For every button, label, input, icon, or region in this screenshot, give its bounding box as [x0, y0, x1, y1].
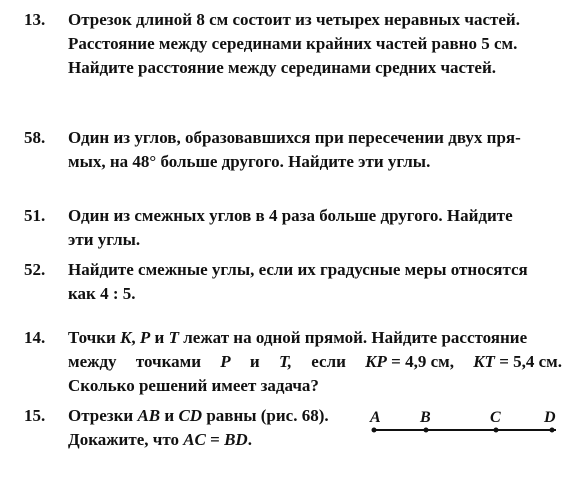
point-a	[372, 428, 377, 433]
point-label-a: A	[370, 409, 381, 426]
problem-58	[24, 126, 562, 174]
problem-number: 15.	[24, 406, 46, 425]
point-c	[494, 428, 499, 433]
problem-text-line: между точками P и T, если KP = 4,9 см, KT = 5,4 см.	[68, 352, 562, 371]
problem-text-line: Точки K, P и T лежат на одной прямой. Найдите расстояние	[68, 328, 528, 347]
problem-text-line: эти углы.	[68, 230, 141, 249]
problem-text-line: Отрезки AB и CD равны (рис. 68).	[68, 406, 329, 425]
problem-text-line: Найдите расстояние между серединами средних частей.	[68, 58, 497, 77]
problem-number: 14.	[24, 328, 46, 347]
problem-text-line: Расстояние между серединами крайних частей равно 5 см.	[68, 34, 518, 53]
problem-text-line: Докажите, что AC = BD.	[68, 430, 252, 449]
problem-text-line: как 4 : 5.	[68, 284, 136, 303]
problem-text-line: Один из углов, образовавшихся при пересечении двух пря-	[68, 128, 521, 147]
problem-52	[24, 258, 562, 306]
problem-14	[24, 326, 562, 398]
point-label-b: B	[420, 409, 431, 426]
problem-number: 58.	[24, 128, 46, 147]
problem-text-line: Отрезок длиной 8 см состоит из четырех неравных частей.	[68, 10, 520, 29]
problem-number: 13.	[24, 10, 46, 29]
problem-51	[24, 204, 562, 252]
point-label-d: D	[544, 409, 556, 426]
problem-text-line: Найдите смежные углы, если их градусные меры относятся	[68, 260, 528, 279]
point-label-c: C	[490, 409, 501, 426]
point-d	[550, 428, 555, 433]
problem-number: 52.	[24, 260, 46, 279]
problem-number: 51.	[24, 206, 46, 225]
problem-text-line: мых, на 48° больше другого. Найдите эти углы.	[68, 152, 431, 171]
segment-diagram	[368, 404, 564, 452]
problem-text-line: Один из смежных углов в 4 раза больше другого. Найдите	[68, 206, 513, 225]
point-b	[424, 428, 429, 433]
segment-figure	[368, 404, 564, 452]
problem-text-line: Сколько решений имеет задача?	[68, 376, 319, 395]
problem-13	[24, 8, 562, 80]
